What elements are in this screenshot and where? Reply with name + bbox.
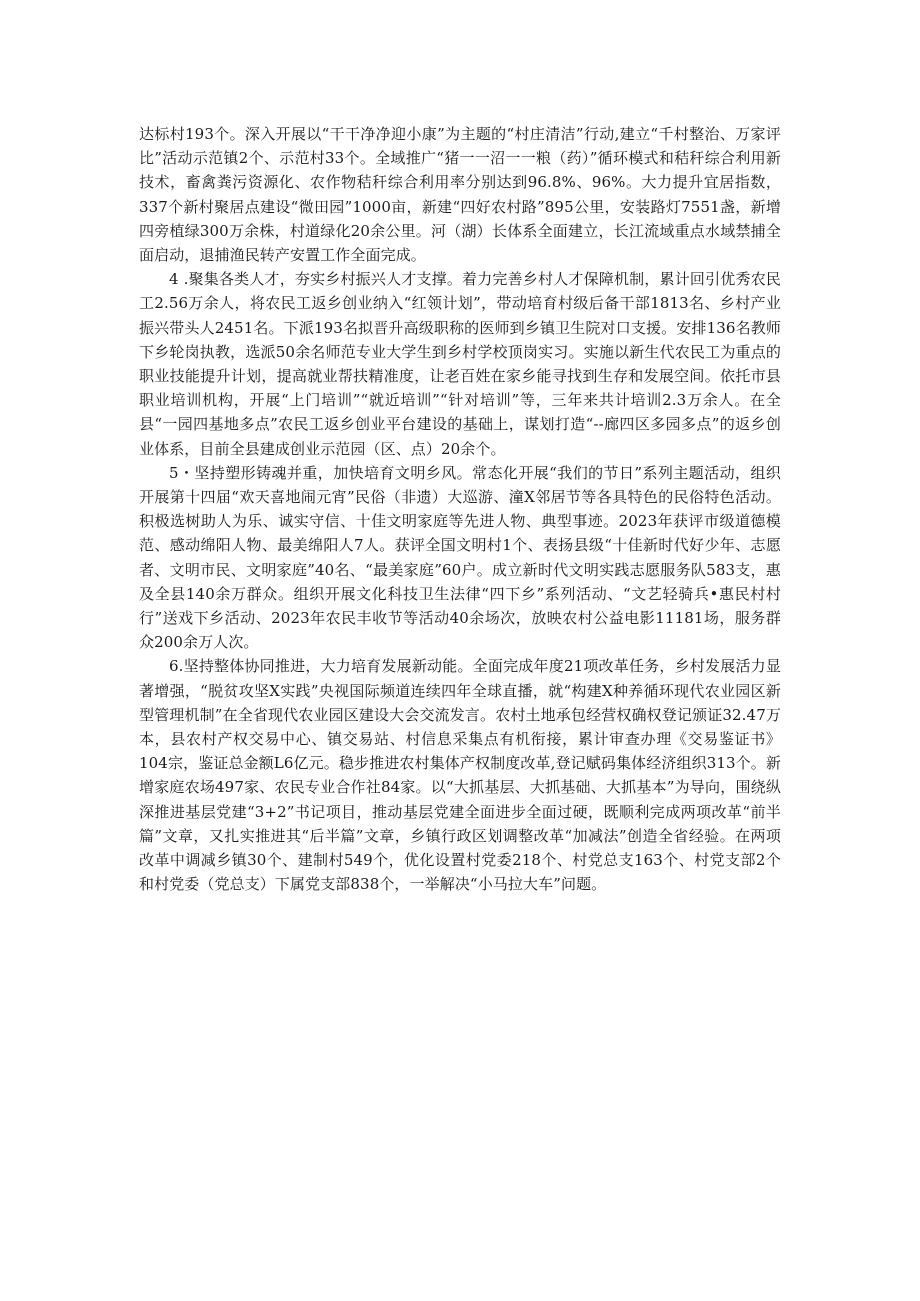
paragraph-civilization: 5・坚持塑形铸魂并重，加快培育文明乡风。常态化开展“我们的节日”系列主题活动，组织开展第十四届“欢天喜地闹元宵”民俗（非遗）大巡游、潼X邻居节等各具特色的民俗特色活动。积极选树助人为乐、诚实守信、十佳文明家庭等先进人物、典型事迹。2023年获评市级道德模范、感动绵阳人物、最美绵阳人7人。获评全国文明村1个、表扬县级“十佳新时代好少年、志愿者、文明市民、文明家庭”40名、“最美家庭”60户。成立新时代文明实践志愿服务队583支，惠及全县140余万群众。组织开展文化科技卫生法律“四下乡”系列活动、“文艺轻骑兵•惠民村村行”送戏下乡活动、2023年农民丰收节等活动40余场次，放映农村公益电影11181场，服务群众200余万人次。 [139, 463, 781, 652]
paragraph-village-cleaning: 达标村193个。深入开展以“干干净净迎小康”为主题的“村庄清洁”行动,建立“千村整治、万家评比”活动示范镇2个、示范村33个。全域推广“猪一一沼一一粮（药）”循环模式和秸秆综合利用新技术，畜禽粪污资源化、农作物秸秆综合利用率分别达到96.8%、96%。大力提升宜居指数，337个新村聚居点建设“微田园”1000亩，新建“四好农村路”895公里，安装路灯7551盏，新增四旁植绿300万余株，村道绿化20余公里。河（湖）长体系全面建立，长江流域重点水域禁捕全面启动，退捕渔民转产安置工作全面完成。 [139, 125, 781, 265]
paragraph-reform: 6.坚持整体协同推进，大力培育发展新动能。全面完成年度21项改革任务，乡村发展活力显著增强，“脱贫攻坚X实践”央视国际频道连续四年全球直播，就“构建X种养循环现代农业园区新型管理机制”在全省现代农业园区建设大会交流发言。农村土地承包经营权确权登记颁证32.47万本，县农村产权交易中心、镇交易站、村信息采集点有机衔接，累计审查办理《交易鉴证书》104宗，鉴证总金额L6亿元。稳步推进农村集体产权制度改革,登记赋码集体经济组织313个。新增家庭农场497家、农民专业合作社84家。以“大抓基层、大抓基础、大抓基本”为导向，围绕纵深推进基层党建“3+2”书记项目，推动基层党建全面进步全面过硬，既顺利完成两项改革“前半篇”文章，又扎实推进其“后半篇”文章，乡镇行政区划调整改革“加减法”创造全省经验。在两项改革中调减乡镇30个、建制村549个，优化设置村党委218个、村党总支163个、村党支部2个和村党委（党总支）下属党支部838个，一举解决“小马拉大车”问题。 [139, 657, 781, 894]
document-body [139, 122, 781, 897]
paragraph-talent: 4 .聚集各类人才，夯实乡村振兴人才支撑。着力完善乡村人才保障机制，累计回引优秀农民工2.56万余人，将农民工返乡创业纳入“红领计划”，带动培育村级后备干部1813名、乡村产业振兴带头人2451名。下派193名拟晋升高级职称的医师到乡镇卫生院对口支援。安排136名教师下乡轮岗执教，选派50余名师范专业大学生到乡村学校顶岗实习。实施以新生代农民工为重点的职业技能提升计划，提高就业帮扶精准度，让老百姓在家乡能寻找到生存和发展空间。依托市县职业培训机构，开展“上门培训”“就近培训”“针对培训”等，三年来共计培训2.3万余人。在全县“一园四基地多点”农民工返乡创业平台建设的基础上，谋划打造“--廊四区多园多点”的返乡创业体系，目前全县建成创业示范园（区、点）20余个。 [139, 270, 781, 458]
